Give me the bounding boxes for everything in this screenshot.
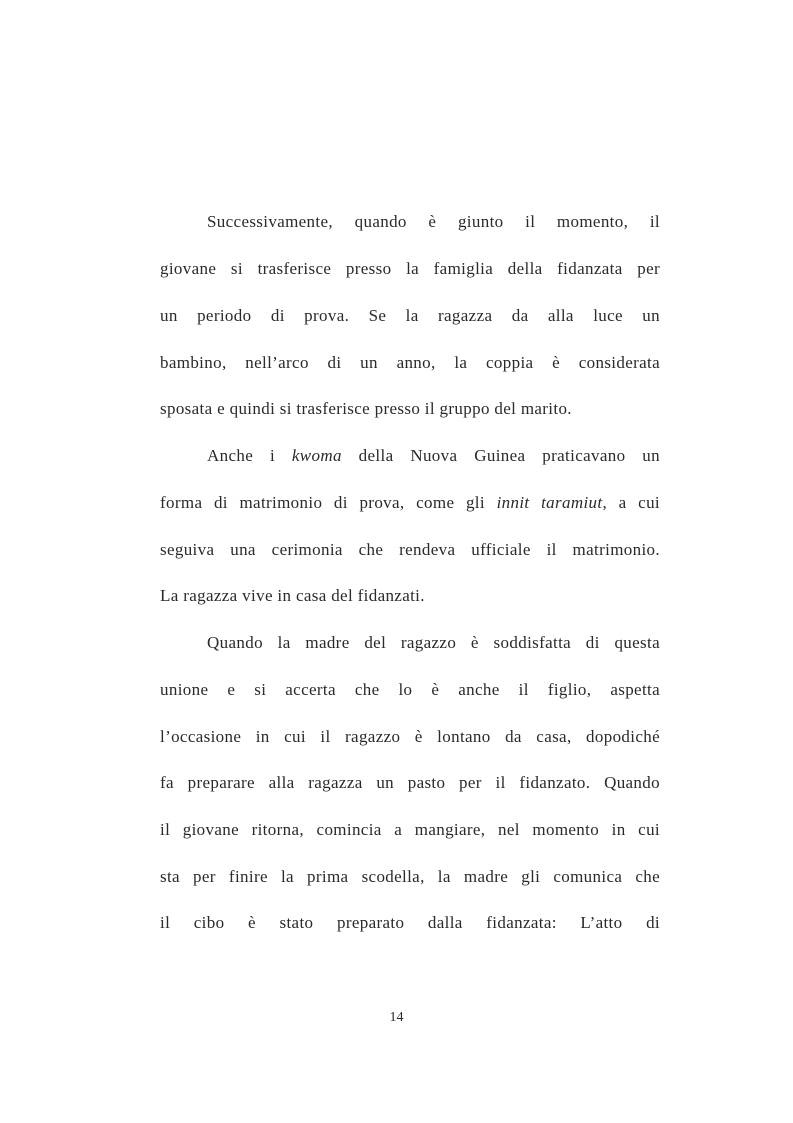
text-line: l’occasione in cui il ragazzo è lontano da casa, dopodiché xyxy=(160,727,660,746)
text-segment: della Nuova Guinea praticavano un xyxy=(341,446,660,465)
text-segment: Anche i xyxy=(207,446,292,465)
text-line xyxy=(207,445,660,467)
text-line: seguiva una cerimonia che rendeva ufficiale il matrimonio. xyxy=(160,540,660,559)
text-segment: forma di matrimonio di prova, come gli xyxy=(160,493,497,512)
page-number: 14 xyxy=(389,1010,404,1025)
text-line: un periodo di prova. Se la ragazza da alla luce un xyxy=(160,306,660,325)
text-line xyxy=(160,492,660,514)
text-line: il cibo è stato preparato dalla fidanzata: L’atto di xyxy=(160,913,660,932)
text-line: La ragazza vive in casa del fidanzati. xyxy=(160,586,425,605)
italic-term: kwoma xyxy=(291,446,342,465)
text-line: fa preparare alla ragazza un pasto per il fidanzato. Quando xyxy=(160,773,660,792)
text-line: sposata e quindi si trasferisce presso il gruppo del marito. xyxy=(160,399,572,418)
italic-term: innit taramiut xyxy=(496,493,603,512)
text-line: il giovane ritorna, comincia a mangiare, nel momento in cui xyxy=(160,820,660,839)
text-line: Quando la madre del ragazzo è soddisfatta di questa xyxy=(207,633,660,652)
text-line: unione e si accerta che lo è anche il figlio, aspetta xyxy=(160,680,660,699)
text-line: sta per finire la prima scodella, la madre gli comunica che xyxy=(160,867,660,886)
text-line: bambino, nell’arco di un anno, la coppia è considerata xyxy=(160,353,660,372)
text-segment: , a cui xyxy=(602,493,661,512)
text-line: giovane si trasferisce presso la famiglia della fidanzata per xyxy=(160,259,660,278)
text-line: Successivamente, quando è giunto il momento, il xyxy=(207,212,660,231)
